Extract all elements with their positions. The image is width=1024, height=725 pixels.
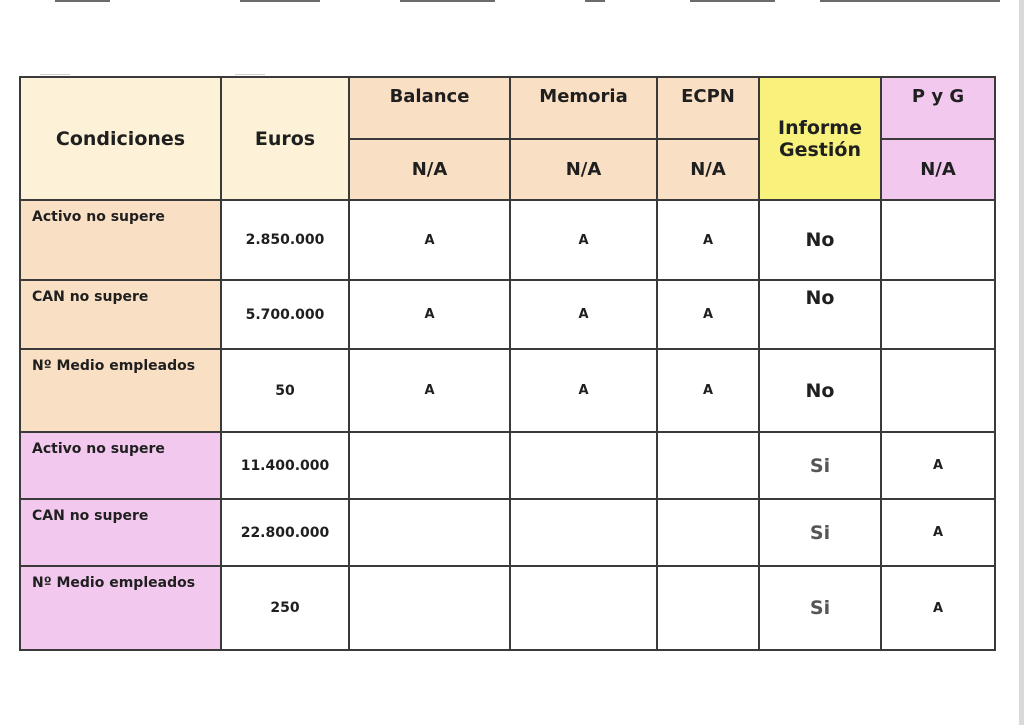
pyg-cell: A xyxy=(881,432,995,499)
balance-cell xyxy=(349,499,510,566)
euros-cell: 5.700.000 xyxy=(221,280,349,349)
header-na-memoria: N/A xyxy=(510,139,657,200)
condition-cell: Nº Medio empleados xyxy=(20,566,221,650)
memoria-cell xyxy=(510,432,657,499)
condition-cell: Nº Medio empleados xyxy=(20,349,221,432)
header-balance: Balance xyxy=(349,77,510,139)
balance-cell: A xyxy=(349,200,510,280)
condition-cell: CAN no supere xyxy=(20,280,221,349)
header-condiciones: Condiciones xyxy=(20,77,221,200)
scan-right-edge xyxy=(1019,0,1024,725)
ecpn-cell: A xyxy=(657,349,759,432)
pyg-cell: A xyxy=(881,499,995,566)
table-row xyxy=(20,499,995,566)
pyg-cell: A xyxy=(881,566,995,650)
informe-cell: Si xyxy=(759,499,881,566)
annual-accounts-table xyxy=(19,76,996,651)
header-informe-gestion-label: Informe Gestión xyxy=(778,116,862,161)
informe-cell: No xyxy=(759,200,881,280)
header-memoria: Memoria xyxy=(510,77,657,139)
euros-cell: 2.850.000 xyxy=(221,200,349,280)
table-row xyxy=(20,349,995,432)
ecpn-cell xyxy=(657,566,759,650)
euros-cell: 22.800.000 xyxy=(221,499,349,566)
table-row xyxy=(20,280,995,349)
informe-cell: No xyxy=(759,349,881,432)
header-row-top xyxy=(20,77,995,139)
header-na-balance: N/A xyxy=(349,139,510,200)
memoria-cell: A xyxy=(510,280,657,349)
euros-cell: 50 xyxy=(221,349,349,432)
balance-cell xyxy=(349,432,510,499)
informe-cell: Si xyxy=(759,566,881,650)
scan-artifact xyxy=(235,74,265,75)
pyg-cell xyxy=(881,200,995,280)
informe-cell: Si xyxy=(759,432,881,499)
memoria-cell xyxy=(510,499,657,566)
informe-cell: No xyxy=(759,280,881,349)
condition-cell: Activo no supere xyxy=(20,200,221,280)
header-na-pyg: N/A xyxy=(881,139,995,200)
euros-cell: 250 xyxy=(221,566,349,650)
table-row xyxy=(20,432,995,499)
scan-artifact xyxy=(40,74,70,75)
header-euros: Euros xyxy=(221,77,349,200)
ecpn-cell: A xyxy=(657,200,759,280)
table-row xyxy=(20,566,995,650)
balance-cell: A xyxy=(349,280,510,349)
ecpn-cell xyxy=(657,499,759,566)
table-row xyxy=(20,200,995,280)
scan-top-edge xyxy=(0,0,1024,6)
condition-cell: Activo no supere xyxy=(20,432,221,499)
pyg-cell xyxy=(881,349,995,432)
pyg-cell xyxy=(881,280,995,349)
header-pyg: P y G xyxy=(881,77,995,139)
euros-cell: 11.400.000 xyxy=(221,432,349,499)
condition-cell: CAN no supere xyxy=(20,499,221,566)
ecpn-cell: A xyxy=(657,280,759,349)
header-na-ecpn: N/A xyxy=(657,139,759,200)
memoria-cell xyxy=(510,566,657,650)
balance-cell xyxy=(349,566,510,650)
balance-cell: A xyxy=(349,349,510,432)
ecpn-cell xyxy=(657,432,759,499)
memoria-cell: A xyxy=(510,349,657,432)
memoria-cell: A xyxy=(510,200,657,280)
header-ecpn: ECPN xyxy=(657,77,759,139)
header-informe-gestion xyxy=(759,77,881,200)
